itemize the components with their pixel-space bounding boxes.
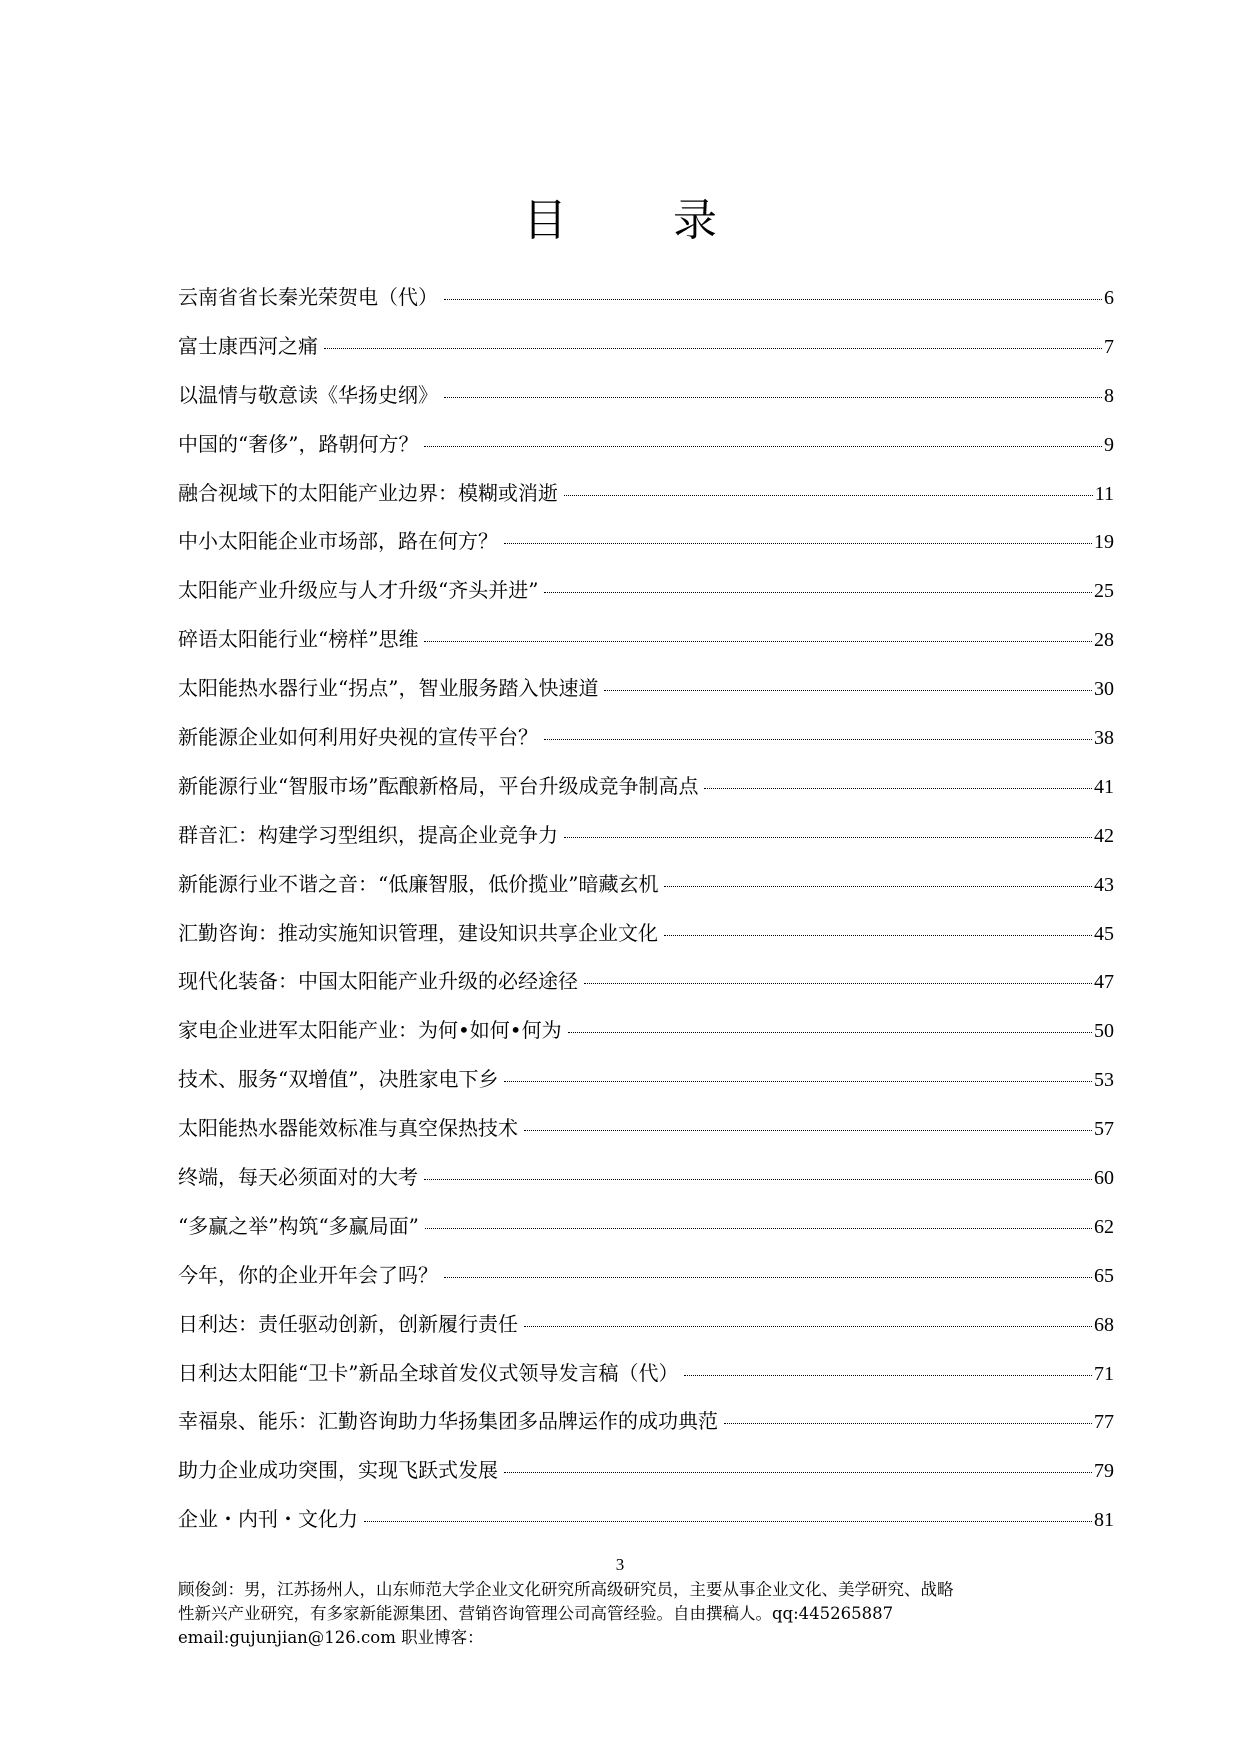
toc-entry-page: 28 <box>1094 629 1114 652</box>
toc-entry[interactable] <box>178 1115 1114 1164</box>
toc-entry-page: 45 <box>1094 922 1114 945</box>
toc-entry[interactable] <box>178 626 1114 675</box>
toc-entry[interactable] <box>178 724 1114 773</box>
toc-dot-leader <box>425 1228 1092 1229</box>
toc-entry-page: 11 <box>1094 482 1114 505</box>
toc-dot-leader <box>604 690 1092 691</box>
toc-entry-page: 47 <box>1094 971 1114 994</box>
toc-entry[interactable] <box>178 577 1114 626</box>
toc-dot-leader <box>568 1032 1092 1033</box>
toc-entry-page: 81 <box>1094 1509 1114 1532</box>
toc-entry[interactable] <box>178 675 1114 724</box>
toc-entry[interactable] <box>178 1360 1114 1409</box>
toc-entry-page: 57 <box>1094 1118 1114 1141</box>
toc-entry-page: 68 <box>1094 1313 1114 1336</box>
toc-entry-title: 中小太阳能企业市场部，路在何方？ <box>178 529 498 554</box>
toc-entry-title: 碎语太阳能行业“榜样”思维 <box>178 627 419 652</box>
footnote-line-1: 顾俊剑：男，江苏扬州人，山东师范大学企业文化研究所高级研究员，主要从事企业文化、美学研究、战略 <box>178 1580 954 1599</box>
toc-entry-page: 42 <box>1094 824 1114 847</box>
toc-entry-title: 群音汇：构建学习型组织，提高企业竞争力 <box>178 822 558 847</box>
toc-entry[interactable] <box>178 1213 1114 1262</box>
toc-entry-title: 助力企业成功突围，实现飞跃式发展 <box>178 1458 498 1483</box>
toc-entry-title: 太阳能热水器能效标准与真空保热技术 <box>178 1116 518 1141</box>
toc-entry-title: 日利达：责任驱动创新，创新履行责任 <box>178 1311 518 1336</box>
toc-entry-title: 终端，每天必须面对的大考 <box>178 1165 418 1190</box>
toc-entry-title: 新能源企业如何利用好央视的宣传平台？ <box>178 725 538 750</box>
toc-entry-title: 中国的“奢侈”，路朝何方？ <box>178 431 419 456</box>
toc-entry-title: 融合视域下的太阳能产业边界：模糊或消逝 <box>178 480 558 505</box>
toc-entry-page: 38 <box>1094 727 1114 750</box>
toc-entry[interactable] <box>178 1066 1114 1115</box>
toc-dot-leader <box>524 1326 1092 1327</box>
toc-entry-title: 汇勤咨询：推动实施知识管理，建设知识共享企业文化 <box>178 920 658 945</box>
toc-dot-leader <box>544 592 1092 593</box>
toc-entry-title: 富士康西河之痛 <box>178 333 318 358</box>
toc-dot-leader <box>504 1472 1092 1473</box>
toc-entry[interactable] <box>178 1311 1114 1360</box>
toc-dot-leader <box>444 397 1102 398</box>
toc-entry-page: 30 <box>1094 678 1114 701</box>
toc-dot-leader <box>664 935 1092 936</box>
toc-dot-leader <box>444 1277 1092 1278</box>
toc-entry[interactable] <box>178 968 1114 1017</box>
toc-dot-leader <box>504 543 1092 544</box>
toc-entry-page: 25 <box>1094 580 1114 603</box>
toc-entry[interactable] <box>178 480 1114 529</box>
footnote-line-2: 性新兴产业研究，有多家新能源集团、营销咨询管理公司高管经验。自由撰稿人。qq:445265887 <box>178 1604 894 1623</box>
toc-entry-title: 以温情与敬意读《华扬史纲》 <box>178 382 438 407</box>
toc-entry[interactable] <box>178 1408 1114 1457</box>
toc-entry[interactable] <box>178 1262 1114 1311</box>
toc-entry-title: 现代化装备：中国太阳能产业升级的必经途径 <box>178 969 578 994</box>
toc-dot-leader <box>564 495 1093 496</box>
toc-entry-title: 云南省省长秦光荣贺电（代） <box>178 285 438 309</box>
toc-entry[interactable] <box>178 1017 1114 1066</box>
toc-entry[interactable] <box>178 1164 1114 1213</box>
toc-entry-page: 77 <box>1094 1411 1114 1434</box>
toc-entry-title: 幸福泉、能乐：汇勤咨询助力华扬集团多品牌运作的成功典范 <box>178 1409 718 1434</box>
toc-entry-page: 9 <box>1104 433 1114 456</box>
toc-entry-page: 71 <box>1094 1362 1114 1385</box>
toc-entry[interactable] <box>178 1457 1114 1506</box>
toc-dot-leader <box>324 348 1102 349</box>
toc-entry[interactable] <box>178 871 1114 920</box>
toc-entry-page: 60 <box>1094 1167 1114 1190</box>
toc-entry[interactable] <box>178 822 1114 871</box>
toc-entry[interactable] <box>178 431 1114 480</box>
page-number: 3 <box>615 1555 625 1574</box>
toc-entry[interactable] <box>178 528 1114 577</box>
toc-dot-leader <box>544 739 1092 740</box>
toc-dot-leader <box>684 1375 1092 1376</box>
toc-dot-leader <box>504 1081 1092 1082</box>
toc-dot-leader <box>724 1423 1092 1424</box>
toc-entry-page: 50 <box>1094 1020 1114 1043</box>
toc-entry-page: 62 <box>1094 1215 1114 1238</box>
toc-dot-leader <box>424 1179 1092 1180</box>
toc-dot-leader <box>584 983 1092 984</box>
toc-entry[interactable] <box>178 333 1114 382</box>
toc-dot-leader <box>444 299 1102 300</box>
toc-entry-title: 技术、服务“双增值”，决胜家电下乡 <box>178 1067 499 1092</box>
toc-entry[interactable] <box>178 920 1114 969</box>
toc-dot-leader <box>704 788 1092 789</box>
toc-dot-leader <box>364 1521 1092 1522</box>
toc-entry-page: 41 <box>1094 775 1114 798</box>
author-footnote <box>178 1578 1078 1650</box>
toc-entry-page: 53 <box>1094 1069 1114 1092</box>
toc-entry-title: 太阳能产业升级应与人才升级“齐头并进” <box>178 578 539 603</box>
toc-entry-page: 65 <box>1094 1264 1114 1287</box>
toc-entry-title: 企业・内刊・文化力 <box>178 1507 358 1532</box>
toc-entry[interactable] <box>178 1506 1114 1555</box>
toc-dot-leader <box>664 886 1092 887</box>
toc-entry[interactable] <box>178 773 1114 822</box>
toc-entry-title: 太阳能热水器行业“拐点”，智业服务踏入快速道 <box>178 676 599 701</box>
footnote-line-3: email:gujunjian@126.com 职业博客： <box>178 1628 484 1647</box>
toc-dot-leader <box>424 446 1102 447</box>
toc-entry-page: 43 <box>1094 873 1114 896</box>
toc-entry-title: 今年，你的企业开年会了吗？ <box>178 1262 438 1287</box>
toc-dot-leader <box>564 837 1092 838</box>
toc-entry-title: 日利达太阳能“卫卡”新品全球首发仪式领导发言稿（代） <box>178 1360 679 1385</box>
toc-entry[interactable] <box>178 284 1114 333</box>
page-title: 目 录 <box>523 195 763 247</box>
toc-entry-title: “多赢之举”构筑“多赢局面” <box>178 1213 419 1238</box>
toc-entry-title: 新能源行业不谐之音：“低廉智服，低价揽业”暗藏玄机 <box>178 871 659 896</box>
toc-entry-page: 6 <box>1104 287 1114 309</box>
table-of-contents <box>178 284 1114 1555</box>
toc-entry-page: 19 <box>1094 531 1114 554</box>
toc-entry[interactable] <box>178 382 1114 431</box>
toc-entry-page: 8 <box>1104 384 1114 407</box>
toc-dot-leader <box>424 641 1092 642</box>
toc-entry-page: 7 <box>1104 335 1114 358</box>
toc-entry-title: 家电企业进军太阳能产业：为何•如何•何为 <box>178 1018 562 1043</box>
toc-entry-title: 新能源行业“智服市场”酝酿新格局，平台升级成竞争制高点 <box>178 773 699 798</box>
toc-dot-leader <box>524 1130 1092 1131</box>
toc-entry-page: 79 <box>1094 1460 1114 1483</box>
